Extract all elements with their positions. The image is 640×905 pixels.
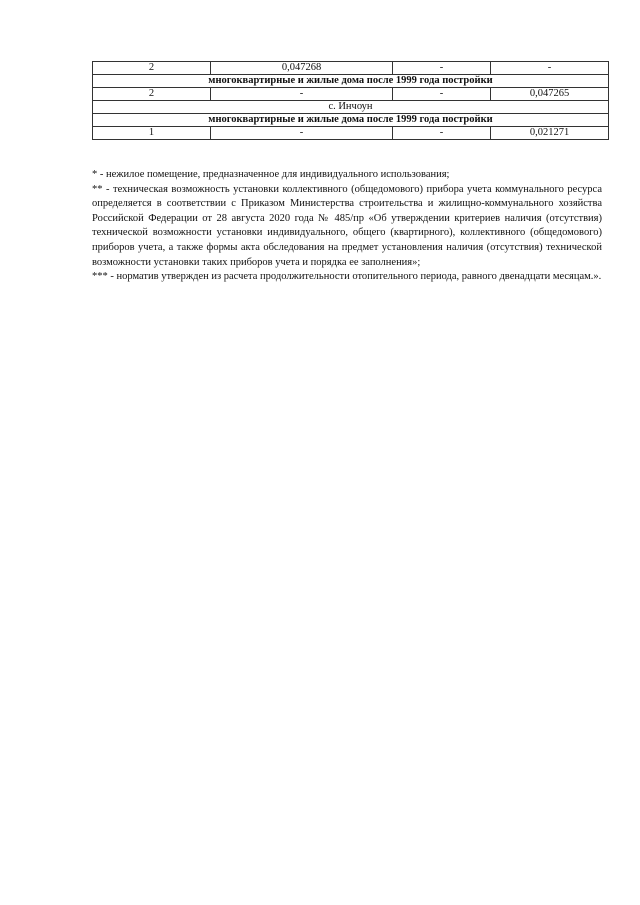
table-cell: 2 [93, 88, 211, 101]
footnote-metering-feasibility: ** - техническая возможность установки коллективного (общедомового) прибора учета коммунального ресурса определяется в соответствии с Приказом Министерства строительства и жилищно-коммунального хозяйства Российской Федерации от 28 августа 2020 года № 485/пр «Об утверждении критериев наличия (отсутствия) технической возможности установки индивидуального, общего (квартирного), коллективного (общедомового) приборов учета, а также формы акта обследования на предмет установления наличия (отсутствия) технической возможности установки таких приборов учета и порядка ее заполнения»; [92, 183, 602, 268]
table-cell: - [393, 62, 491, 75]
table-section-row [93, 114, 609, 127]
table-cell: - [211, 127, 393, 140]
table-cell: 1 [93, 127, 211, 140]
place-heading: с. Инчоун [93, 101, 609, 114]
table-cell: 0,047268 [211, 62, 393, 75]
table-cell: - [393, 88, 491, 101]
section-heading: многоквартирные и жилые дома после 1999 года постройки [93, 114, 609, 127]
table-cell: 0,047265 [491, 88, 609, 101]
table-row [93, 88, 609, 101]
norms-table [92, 61, 609, 140]
table-cell: 2 [93, 62, 211, 75]
table-place-row [93, 101, 609, 114]
footnote-nonresidential: * - нежилое помещение, предназначенное для индивидуального использования; [92, 169, 450, 180]
table-cell: - [393, 127, 491, 140]
table-row [93, 127, 609, 140]
table-row [93, 62, 609, 75]
table-cell: - [491, 62, 609, 75]
table-cell: 0,021271 [491, 127, 609, 140]
table-cell: - [211, 88, 393, 101]
footnotes [92, 168, 602, 285]
footnote-heating-period: *** - норматив утвержден из расчета продолжительности отопительного периода, равного двенадцати месяцам.». [92, 271, 602, 283]
section-heading: многоквартирные и жилые дома после 1999 года постройки [93, 75, 609, 88]
table-section-row [93, 75, 609, 88]
